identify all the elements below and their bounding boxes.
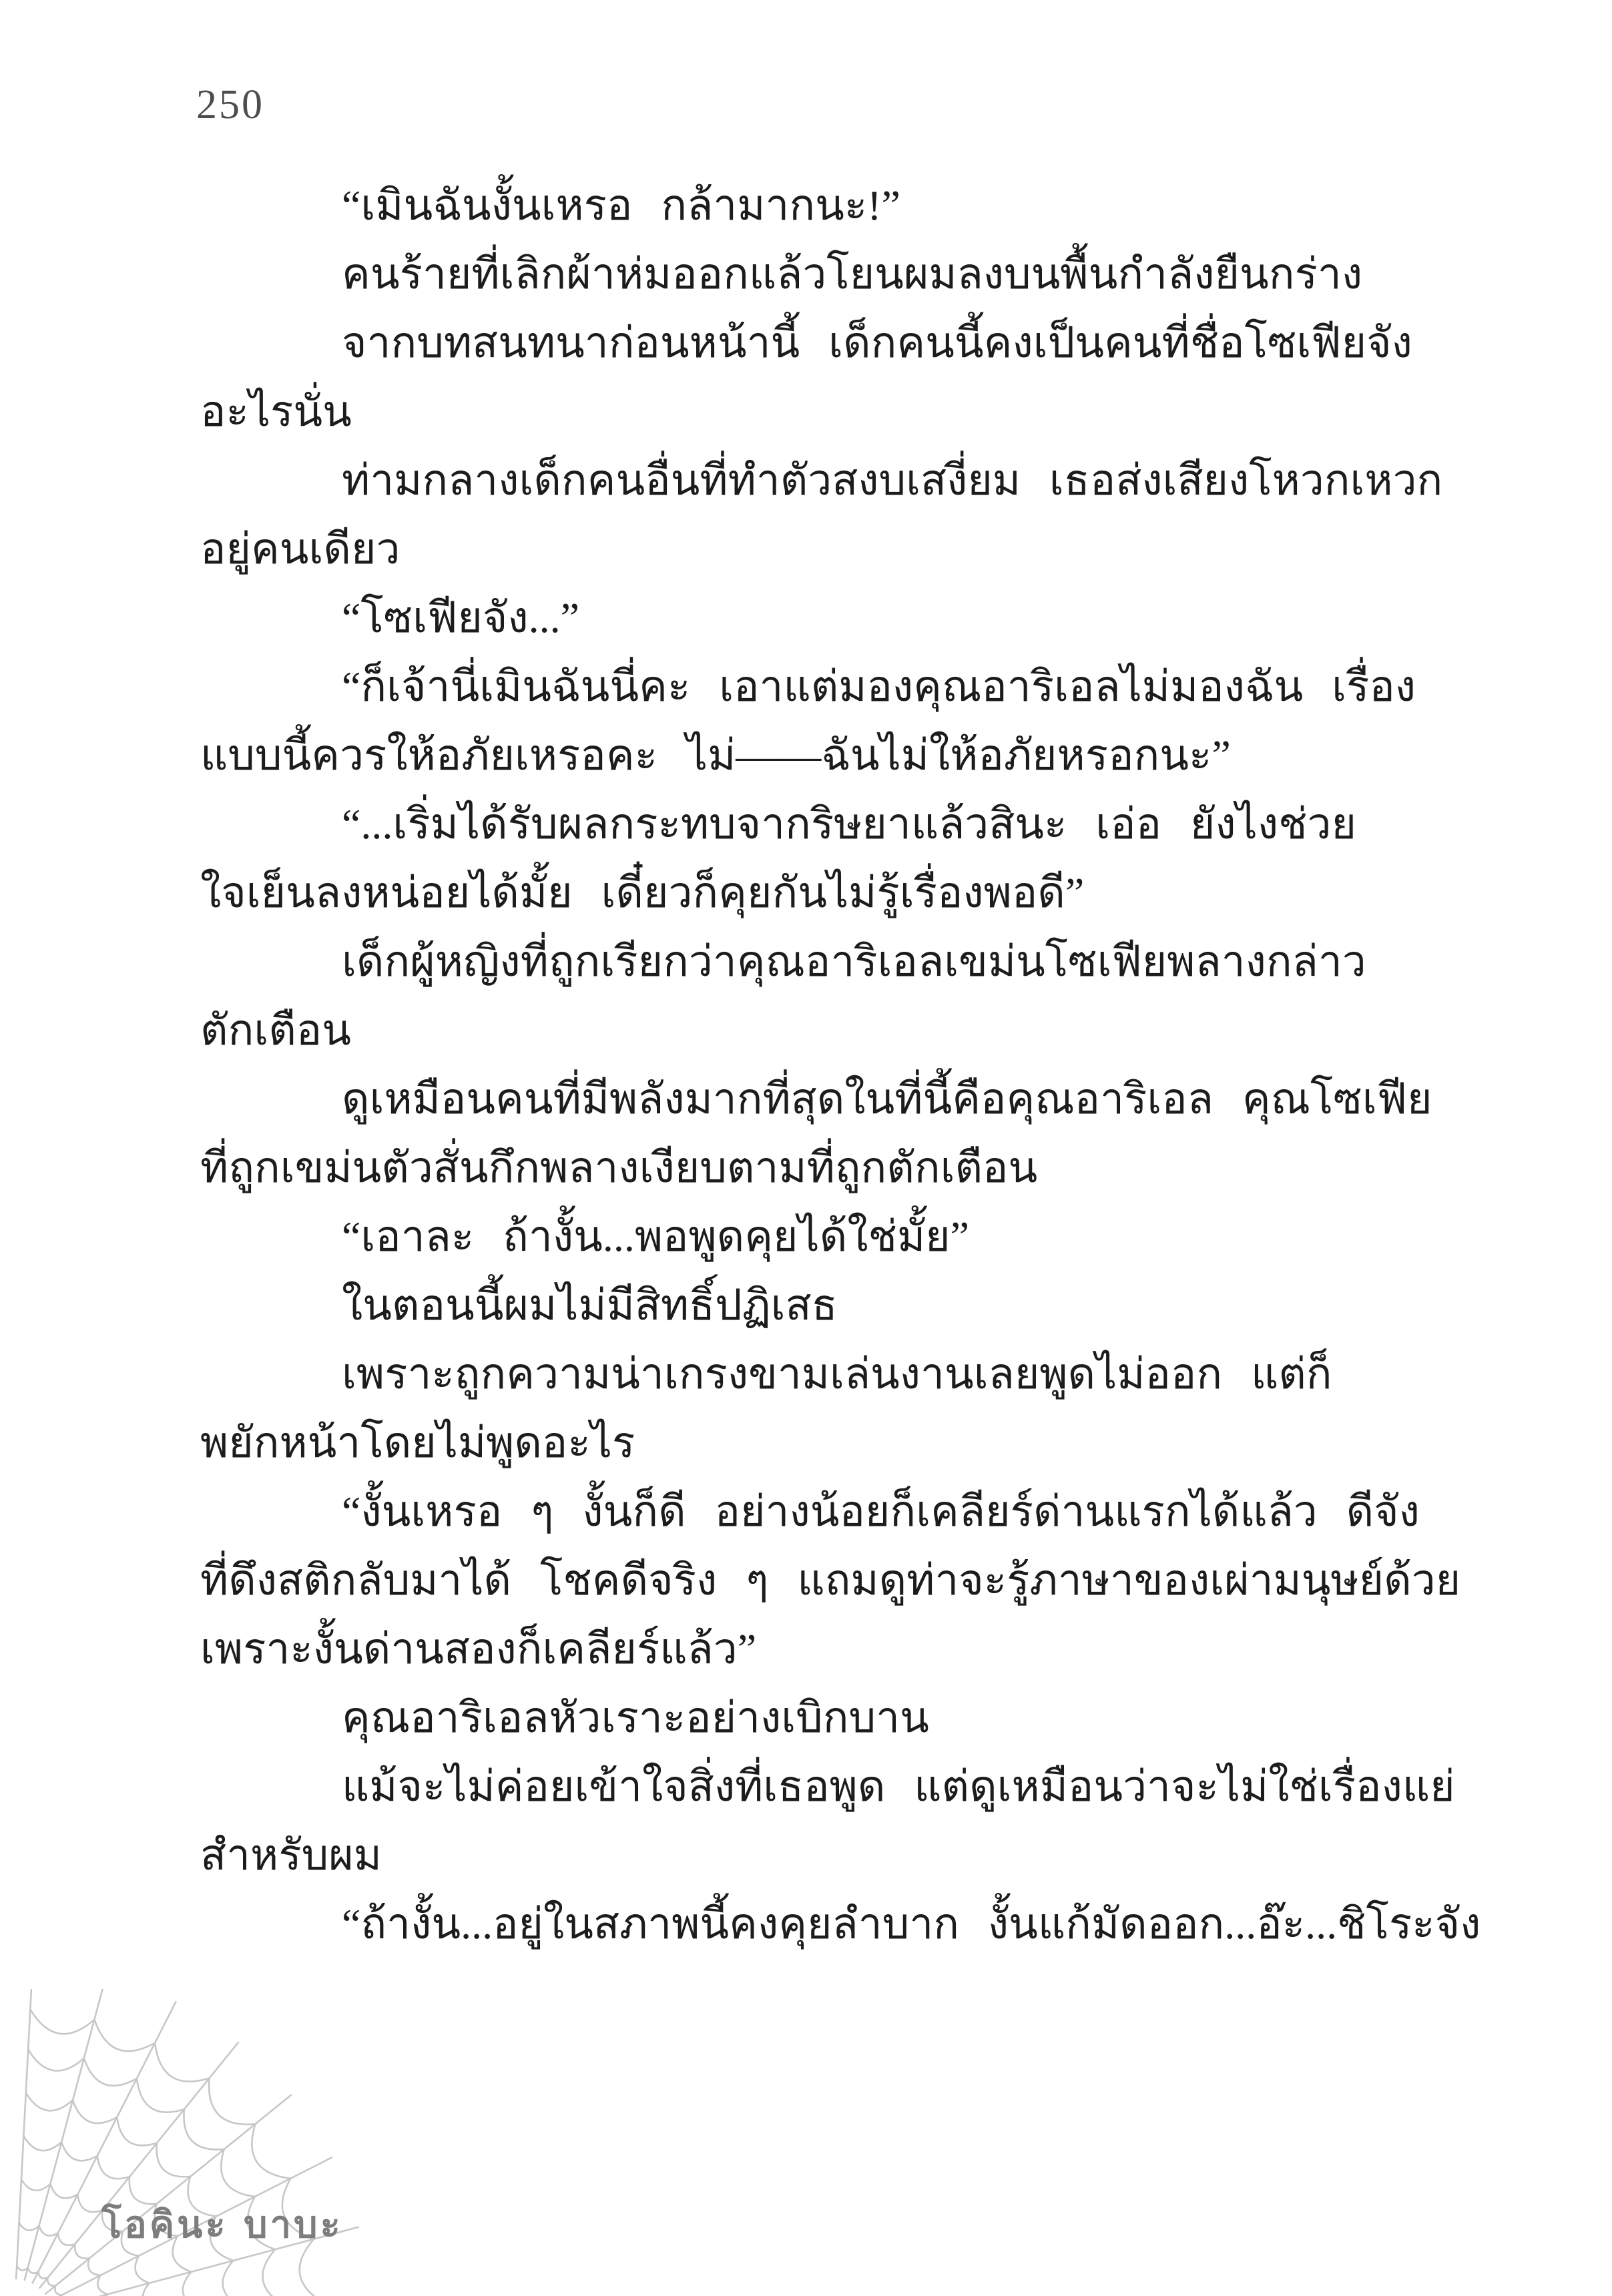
- author-name: โอคินะ บาบะ: [101, 2203, 343, 2247]
- text-line: “เอาละ ถ้างั้น...พอพูดคุยได้ใช่มั้ย”: [342, 1213, 970, 1260]
- text-line: คนร้ายที่เลิกผ้าห่มออกแล้วโยนผมลงบนพื้นกำลังยืนกร่าง: [342, 250, 1363, 298]
- text-line: พยักหน้าโดยไม่พูดอะไร: [200, 1419, 635, 1466]
- text-line: ใจเย็นลงหน่อยได้มั้ย เดี๋ยวก็คุยกันไม่รู้เรื่องพอดี”: [200, 869, 1085, 916]
- text-line: ดูเหมือนคนที่มีพลังมากที่สุดในที่นี้คือคุณอาริเอล คุณโซเฟีย: [342, 1075, 1432, 1123]
- text-line: “ถ้างั้น...อยู่ในสภาพนี้คงคุยลำบาก งั้นแก้มัดออก...อ๊ะ...ชิโระจัง: [342, 1900, 1481, 1948]
- text-line: ท่ามกลางเด็กคนอื่นที่ทำตัวสงบเสงี่ยม เธอส่งเสียงโหวกเหวก: [342, 457, 1443, 504]
- text-line: จากบทสนทนาก่อนหน้านี้ เด็กคนนี้คงเป็นคนที่ชื่อโซเฟียจัง: [342, 319, 1412, 366]
- text-line: “...เริ่มได้รับผลกระทบจากริษยาแล้วสินะ เอ่อ ยังไงช่วย: [342, 800, 1356, 848]
- text-line: สำหรับผม: [200, 1831, 382, 1879]
- text-line: เพราะถูกความน่าเกรงขามเล่นงานเลยพูดไม่ออก แต่ก็: [342, 1350, 1332, 1398]
- footer-watermark: [0, 1989, 374, 2296]
- text-line: ที่ถูกเขม่นตัวสั่นกึกพลางเงียบตามที่ถูกตักเตือน: [200, 1144, 1038, 1191]
- text-line: “ก็เจ้านี่เมินฉันนี่คะ เอาแต่มองคุณอาริเอลไม่มองฉัน เรื่อง: [342, 663, 1416, 710]
- text-line: “งั้นเหรอ ๆ งั้นก็ดี อย่างน้อยก็เคลียร์ด่านแรกได้แล้ว ดีจัง: [342, 1488, 1420, 1535]
- text-line: ที่ดึงสติกลับมาได้ โชคดีจริง ๆ แถมดูท่าจะรู้ภาษาของเผ่ามนุษย์ด้วย: [200, 1556, 1461, 1604]
- text-line: อยู่คนเดียว: [200, 525, 400, 573]
- text-line: แม้จะไม่ค่อยเข้าใจสิ่งที่เธอพูด แต่ดูเหมือนว่าจะไม่ใช่เรื่องแย่: [342, 1763, 1455, 1810]
- page-number: 250: [196, 82, 264, 127]
- body-text: [200, 171, 1481, 1958]
- text-line: ตักเตือน: [200, 1007, 351, 1054]
- text-line: “เมินฉันงั้นเหรอ กล้ามากนะ!”: [342, 182, 900, 229]
- text-line: แบบนี้ควรให้อภัยเหรอคะ ไม่——ฉันไม่ให้อภัยหรอกนะ”: [200, 732, 1231, 779]
- text-line: อะไรนั่น: [200, 388, 352, 435]
- text-line: คุณอาริเอลหัวเราะอย่างเบิกบาน: [342, 1694, 929, 1741]
- text-line: ในตอนนี้ผมไม่มีสิทธิ์ปฏิเสธ: [342, 1281, 838, 1329]
- spider-web-icon: [0, 1989, 374, 2296]
- text-line: เด็กผู้หญิงที่ถูกเรียกว่าคุณอาริเอลเขม่นโซเฟียพลางกล่าว: [342, 938, 1366, 985]
- text-line: เพราะงั้นด่านสองก็เคลียร์แล้ว”: [200, 1625, 757, 1673]
- text-line: “โซเฟียจัง...”: [342, 594, 580, 641]
